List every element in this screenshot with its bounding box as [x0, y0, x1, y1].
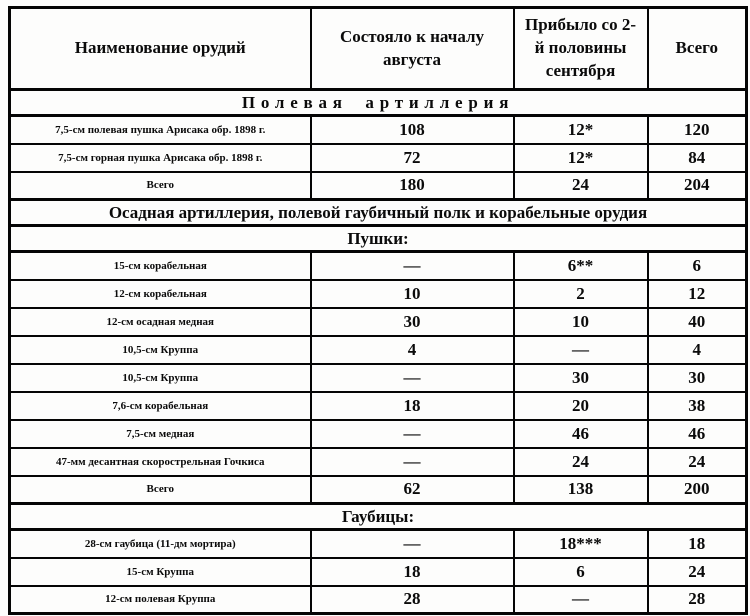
value-cell: —	[311, 364, 514, 392]
value-cell: 38	[648, 392, 747, 420]
value-cell: 200	[648, 476, 747, 504]
section-label: Пушки:	[10, 226, 747, 252]
header-row	[10, 8, 747, 90]
value-cell: 2	[514, 280, 648, 308]
section-label: Гаубицы:	[10, 504, 747, 530]
gun-name-cell: Всего	[10, 476, 311, 504]
section-row	[10, 504, 747, 530]
value-cell: 138	[514, 476, 648, 504]
gun-name-cell: 12-см корабельная	[10, 280, 311, 308]
table-row	[10, 586, 747, 614]
value-cell: 204	[648, 172, 747, 200]
column-header-1: Состояло к началу августа	[311, 8, 514, 90]
value-cell: 28	[648, 586, 747, 614]
value-cell: 18	[311, 558, 514, 586]
total-row	[10, 476, 747, 504]
value-cell: 12*	[514, 144, 648, 172]
value-cell: 24	[648, 558, 747, 586]
value-cell: 10	[514, 308, 648, 336]
gun-name-cell: 12-см осадная медная	[10, 308, 311, 336]
gun-name-cell: 10,5-см Круппа	[10, 336, 311, 364]
value-cell: 6	[514, 558, 648, 586]
value-cell: 4	[648, 336, 747, 364]
table-row	[10, 336, 747, 364]
value-cell: 120	[648, 116, 747, 144]
artillery-table	[8, 6, 748, 615]
value-cell: 28	[311, 586, 514, 614]
column-header-2: Прибыло со 2-й половины сентября	[514, 8, 648, 90]
gun-name-cell: 7,5-см горная пушка Арисака обр. 1898 г.	[10, 144, 311, 172]
gun-name-cell: 47-мм десантная скорострельная Гочкиса	[10, 448, 311, 476]
gun-name-cell: 7,5-см медная	[10, 420, 311, 448]
value-cell: 46	[514, 420, 648, 448]
table-row	[10, 364, 747, 392]
table-row	[10, 392, 747, 420]
gun-name-cell: 7,5-см полевая пушка Арисака обр. 1898 г.	[10, 116, 311, 144]
gun-name-cell: 12-см полевая Круппа	[10, 586, 311, 614]
value-cell: 46	[648, 420, 747, 448]
table-row	[10, 280, 747, 308]
table-row	[10, 116, 747, 144]
value-cell: 84	[648, 144, 747, 172]
table-row	[10, 558, 747, 586]
table-row	[10, 308, 747, 336]
value-cell: —	[514, 336, 648, 364]
value-cell: —	[311, 252, 514, 280]
section-row	[10, 226, 747, 252]
value-cell: 24	[648, 448, 747, 476]
value-cell: 18***	[514, 530, 648, 558]
gun-name-cell: 15-см корабельная	[10, 252, 311, 280]
value-cell: —	[311, 530, 514, 558]
table-body	[10, 90, 747, 614]
value-cell: —	[311, 448, 514, 476]
gun-name-cell: 7,6-см корабельная	[10, 392, 311, 420]
value-cell: 18	[648, 530, 747, 558]
value-cell: 30	[514, 364, 648, 392]
value-cell: 40	[648, 308, 747, 336]
total-row	[10, 172, 747, 200]
value-cell: 24	[514, 448, 648, 476]
value-cell: —	[514, 586, 648, 614]
value-cell: 10	[311, 280, 514, 308]
table-row	[10, 420, 747, 448]
section-row	[10, 90, 747, 116]
table-row	[10, 252, 747, 280]
section-label: Осадная артиллерия, полевой гаубичный полк и корабельные орудия	[10, 200, 747, 226]
value-cell: 12	[648, 280, 747, 308]
value-cell: 6	[648, 252, 747, 280]
value-cell: 62	[311, 476, 514, 504]
value-cell: 72	[311, 144, 514, 172]
value-cell: 18	[311, 392, 514, 420]
column-header-0: Наименование орудий	[10, 8, 311, 90]
value-cell: 30	[648, 364, 747, 392]
value-cell: 4	[311, 336, 514, 364]
table-header	[10, 8, 747, 90]
value-cell: 20	[514, 392, 648, 420]
gun-name-cell: 15-см Круппа	[10, 558, 311, 586]
gun-name-cell: 28-см гаубица (11-дм мортира)	[10, 530, 311, 558]
column-header-3: Всего	[648, 8, 747, 90]
value-cell: 180	[311, 172, 514, 200]
value-cell: 108	[311, 116, 514, 144]
value-cell: 6**	[514, 252, 648, 280]
value-cell: —	[311, 420, 514, 448]
section-label: Полевая артиллерия	[10, 90, 747, 116]
gun-name-cell: 10,5-см Круппа	[10, 364, 311, 392]
section-row	[10, 200, 747, 226]
table-row	[10, 530, 747, 558]
value-cell: 30	[311, 308, 514, 336]
value-cell: 24	[514, 172, 648, 200]
value-cell: 12*	[514, 116, 648, 144]
table-row	[10, 448, 747, 476]
gun-name-cell: Всего	[10, 172, 311, 200]
table-row	[10, 144, 747, 172]
